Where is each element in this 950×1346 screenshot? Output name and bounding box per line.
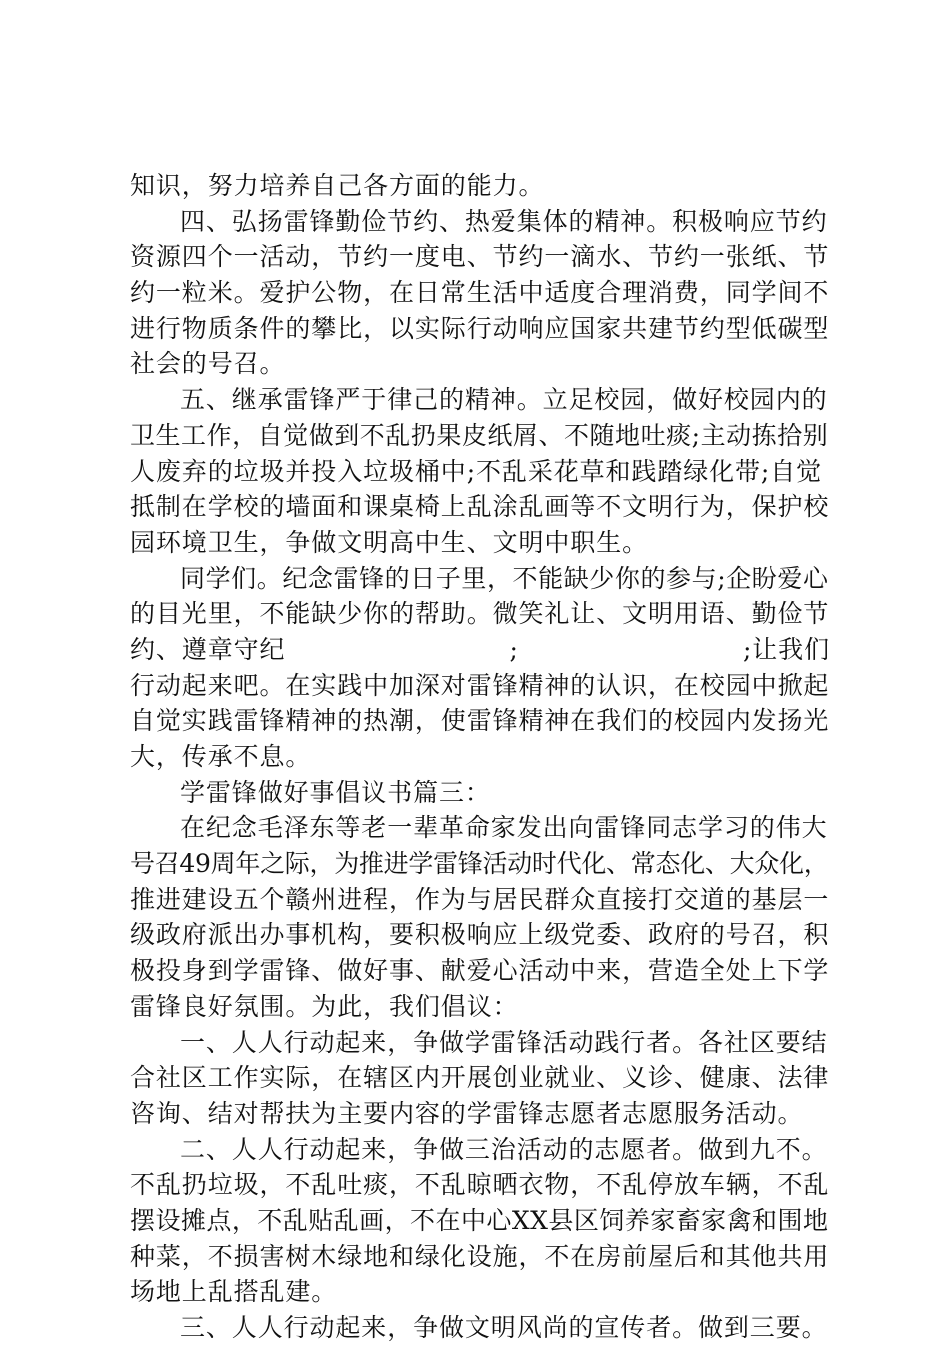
- text-line: 号召49周年之际，为推进学雷锋活动时代化、常态化、大众化，: [130, 849, 829, 879]
- text-line: 学雷锋做好事倡议书篇三：: [180, 777, 491, 807]
- text-line: 在纪念毛泽东等老一辈革命家发出向雷锋同志学习的伟大: [180, 813, 828, 843]
- text-line: 二、人人行动起来，争做三治活动的志愿者。做到九不。: [180, 1134, 828, 1164]
- text-line: 抵制在学校的墙面和课桌椅上乱涂乱画等不文明行为，保护校: [130, 492, 830, 522]
- text-line: 种菜，不损害树木绿地和绿化设施，不在房前屋后和其他共用: [130, 1241, 830, 1271]
- text-line: 四、弘扬雷锋勤俭节约、热爱集体的精神。积极响应节约: [180, 206, 828, 236]
- text-line: 进行物质条件的攀比，以实际行动响应国家共建节约型低碳型: [130, 313, 830, 343]
- document-body: [130, 168, 830, 1346]
- split-line: [130, 632, 830, 668]
- text-line: 人废弃的垃圾并投入垃圾桶中;不乱采花草和践踏绿化带;自觉: [130, 456, 823, 486]
- text-line: 雷锋良好氛围。为此，我们倡议：: [130, 991, 519, 1021]
- text-line: 五、继承雷锋严于律己的精神。立足校园，做好校园内的: [180, 385, 828, 415]
- text-line: 自觉实践雷锋精神的热潮，使雷锋精神在我们的校园内发扬光: [130, 706, 830, 736]
- split-line-middle: ;: [509, 634, 519, 664]
- text-line: 级政府派出办事机构，要积极响应上级党委、政府的号召，积: [130, 920, 830, 950]
- text-line: 社会的号召。: [130, 349, 286, 379]
- text-line: 行动起来吧。在实践中加深对雷锋精神的认识，在校园中掀起: [130, 670, 830, 700]
- split-line-left: 约、遵章守纪: [130, 634, 286, 664]
- text-line: 大，传承不息。: [130, 742, 312, 771]
- text-line: 场地上乱搭乱建。: [130, 1277, 338, 1307]
- text-line: 约一粒米。爱护公物，在日常生活中适度合理消费，同学间不: [130, 278, 830, 308]
- text-line: 卫生工作，自觉做到不乱扔果皮纸屑、不随地吐痰;主动拣拾别: [130, 420, 829, 450]
- text-line: 三、人人行动起来，争做文明风尚的宣传者。做到三要。: [180, 1313, 828, 1342]
- paragraph-block-lower: [130, 668, 830, 1346]
- text-line: 知识，努力培养自己各方面的能力。: [130, 171, 545, 200]
- text-line: 一、人人行动起来，争做学雷锋活动践行者。各社区要结: [180, 1027, 828, 1057]
- text-line: 合社区工作实际，在辖区内开展创业就业、义诊、健康、法律: [130, 1063, 830, 1093]
- paragraph-block-upper: [130, 168, 830, 632]
- text-line: 推进建设五个赣州进程，作为与居民群众直接打交道的基层一: [130, 884, 830, 914]
- text-line: 同学们。纪念雷锋的日子里，不能缺少你的参与;企盼爱心: [180, 563, 829, 593]
- split-line-right: ;让我们: [742, 634, 830, 664]
- text-line: 摆设摊点，不乱贴乱画，不在中心XX县区饲养家畜家禽和围地: [130, 1205, 829, 1235]
- text-line: 资源四个一活动，节约一度电、节约一滴水、节约一张纸、节: [130, 242, 830, 272]
- text-line: 园环境卫生，争做文明高中生、文明中职生。: [130, 527, 649, 557]
- text-line: 极投身到学雷锋、做好事、献爱心活动中来，营造全处上下学: [130, 956, 830, 986]
- text-line: 咨询、结对帮扶为主要内容的学雷锋志愿者志愿服务活动。: [130, 1098, 804, 1128]
- text-line: 不乱扔垃圾，不乱吐痰，不乱晾晒衣物，不乱停放车辆，不乱: [130, 1170, 830, 1200]
- text-line: 的目光里，不能缺少你的帮助。微笑礼让、文明用语、勤俭节: [130, 599, 830, 629]
